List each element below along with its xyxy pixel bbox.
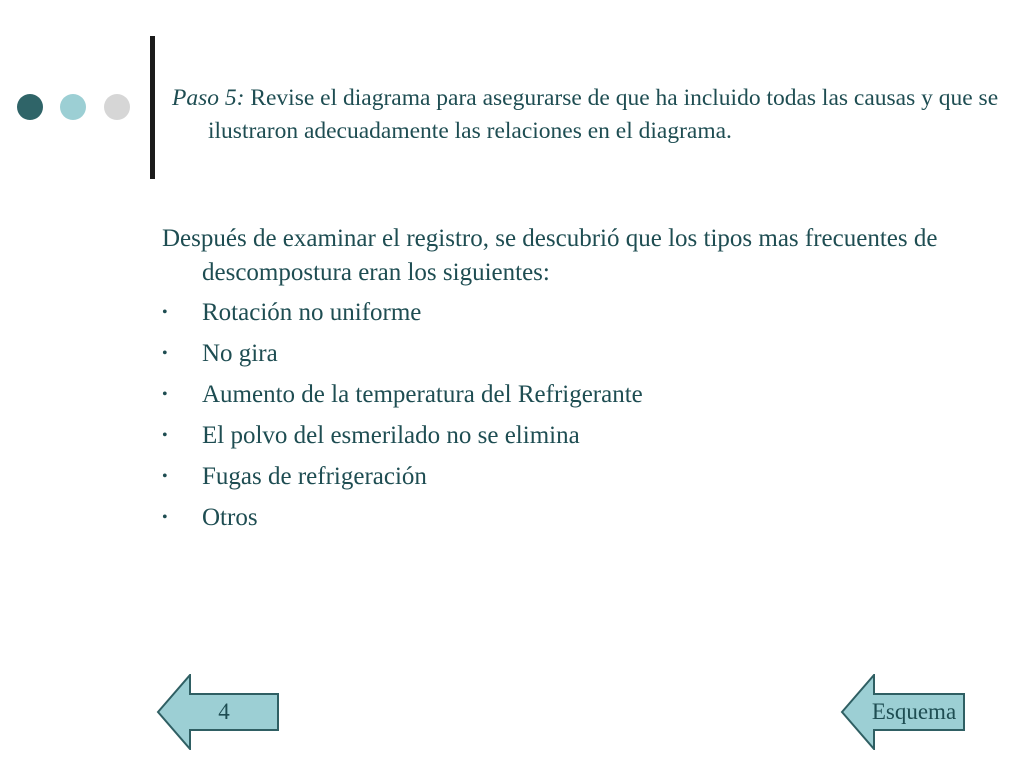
list-item-label: Aumento de la temperatura del Refrigerante	[202, 380, 643, 408]
list-item-label: Rotación no uniforme	[202, 298, 422, 326]
list-item-label: Fugas de refrigeración	[202, 462, 427, 490]
list-item	[162, 292, 962, 333]
outline-label: Esquema	[871, 699, 957, 724]
decorative-dot-dark	[17, 94, 43, 120]
decorative-dot-light	[60, 94, 86, 120]
list-item	[162, 415, 962, 456]
list-item-label: Otros	[202, 503, 258, 531]
step-paragraph	[172, 82, 1008, 148]
bullet-icon: •	[162, 385, 168, 403]
bullet-icon: •	[162, 508, 168, 526]
previous-slide-label: 4	[218, 699, 230, 724]
causes-list	[162, 292, 962, 538]
bullet-icon: •	[162, 344, 168, 362]
outline-button[interactable]	[840, 674, 966, 750]
list-item-label: No gira	[202, 339, 278, 367]
list-item	[162, 374, 962, 415]
bullet-icon: •	[162, 303, 168, 321]
bullet-icon: •	[162, 426, 168, 444]
step-label: Paso 5:	[172, 85, 245, 111]
decorative-dot-gray	[104, 94, 130, 120]
step-text: Revise el diagrama para asegurarse de que ha incluido todas las causas y que se ilustraron adecuadamente las relaciones en el diagrama.	[208, 85, 999, 144]
list-item	[162, 333, 962, 374]
bullet-icon: •	[162, 467, 168, 485]
list-item	[162, 497, 962, 538]
list-item-label: El polvo del esmerilado no se elimina	[202, 421, 580, 449]
vertical-divider	[150, 36, 155, 179]
intro-paragraph: Después de examinar el registro, se descubrió que los tipos mas frecuentes de descompostura eran los siguientes:	[162, 225, 938, 286]
list-item	[162, 456, 962, 497]
previous-slide-button[interactable]	[156, 674, 280, 750]
